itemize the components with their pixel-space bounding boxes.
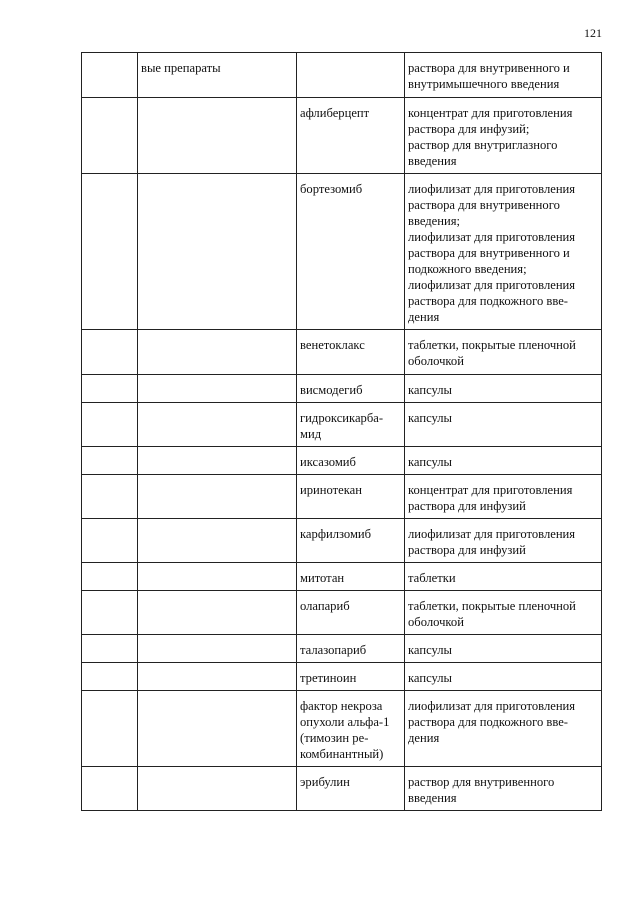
drug-name-cell: висмодегиб (297, 375, 405, 403)
code-cell (82, 663, 138, 691)
code-cell (82, 691, 138, 767)
group-cell (138, 174, 297, 330)
group-cell (138, 767, 297, 811)
drug-name-cell: митотан (297, 563, 405, 591)
drug-name-cell: фактор некроза опухоли альфа-1 (тимозин ре- комбинантный) (297, 691, 405, 767)
drug-name-cell: олапариб (297, 591, 405, 635)
table-row (82, 635, 602, 663)
code-cell (82, 475, 138, 519)
drug-name-cell: гидроксикарба- мид (297, 403, 405, 447)
dosage-form-cell: концентрат для приготовления раствора для инфузий; раствор для внутриглазного введения (405, 98, 602, 174)
dosage-form-cell: раствор для внутривенного введения (405, 767, 602, 811)
code-cell (82, 330, 138, 375)
code-cell (82, 98, 138, 174)
drug-name-cell: иринотекан (297, 475, 405, 519)
code-cell (82, 174, 138, 330)
code-cell (82, 403, 138, 447)
code-cell (82, 447, 138, 475)
group-cell (138, 98, 297, 174)
table-row (82, 375, 602, 403)
drug-name-cell: афлиберцепт (297, 98, 405, 174)
drug-name-cell: иксазомиб (297, 447, 405, 475)
group-cell (138, 403, 297, 447)
drug-name-cell: карфилзомиб (297, 519, 405, 563)
group-cell (138, 519, 297, 563)
drug-name-cell: бортезомиб (297, 174, 405, 330)
group-cell (138, 591, 297, 635)
group-cell (138, 330, 297, 375)
table-row (82, 403, 602, 447)
table-row (82, 519, 602, 563)
group-cell (138, 447, 297, 475)
dosage-form-cell: раствора для внутривенного и внутримышечного введения (405, 53, 602, 98)
table-row (82, 691, 602, 767)
dosage-form-cell: лиофилизат для приготовления раствора для инфузий (405, 519, 602, 563)
dosage-form-cell: капсулы (405, 403, 602, 447)
group-cell: вые препараты (138, 53, 297, 98)
group-cell (138, 635, 297, 663)
dosage-form-cell: лиофилизат для приготовления раствора для внутривенного введения; лиофилизат для приготовления раствора для внутривенного и подкожного введения; лиофилизат для приготовления раствора для подкожного вве- дения (405, 174, 602, 330)
drug-name-cell: талазопариб (297, 635, 405, 663)
table-row (82, 98, 602, 174)
drug-name-cell (297, 53, 405, 98)
code-cell (82, 591, 138, 635)
page-number: 121 (584, 26, 602, 40)
dosage-form-cell: капсулы (405, 375, 602, 403)
table-row (82, 591, 602, 635)
table-row (82, 53, 602, 98)
table-row (82, 330, 602, 375)
code-cell (82, 767, 138, 811)
group-cell (138, 691, 297, 767)
table-row (82, 174, 602, 330)
drug-table (81, 52, 602, 811)
dosage-form-cell: таблетки, покрытые пленочной оболочкой (405, 591, 602, 635)
code-cell (82, 563, 138, 591)
code-cell (82, 519, 138, 563)
dosage-form-cell: капсулы (405, 635, 602, 663)
group-cell (138, 563, 297, 591)
table-row (82, 663, 602, 691)
dosage-form-cell: капсулы (405, 447, 602, 475)
dosage-form-cell: таблетки, покрытые пленочной оболочкой (405, 330, 602, 375)
dosage-form-cell: таблетки (405, 563, 602, 591)
drug-name-cell: венетоклакс (297, 330, 405, 375)
dosage-form-cell: лиофилизат для приготовления раствора для подкожного вве- дения (405, 691, 602, 767)
dosage-form-cell: концентрат для приготовления раствора для инфузий (405, 475, 602, 519)
group-cell (138, 663, 297, 691)
table-row (82, 447, 602, 475)
code-cell (82, 635, 138, 663)
group-cell (138, 375, 297, 403)
dosage-form-cell: капсулы (405, 663, 602, 691)
code-cell (82, 53, 138, 98)
table-row (82, 767, 602, 811)
group-cell (138, 475, 297, 519)
drug-name-cell: эрибулин (297, 767, 405, 811)
drug-name-cell: третиноин (297, 663, 405, 691)
table-row (82, 563, 602, 591)
table-row (82, 475, 602, 519)
code-cell (82, 375, 138, 403)
